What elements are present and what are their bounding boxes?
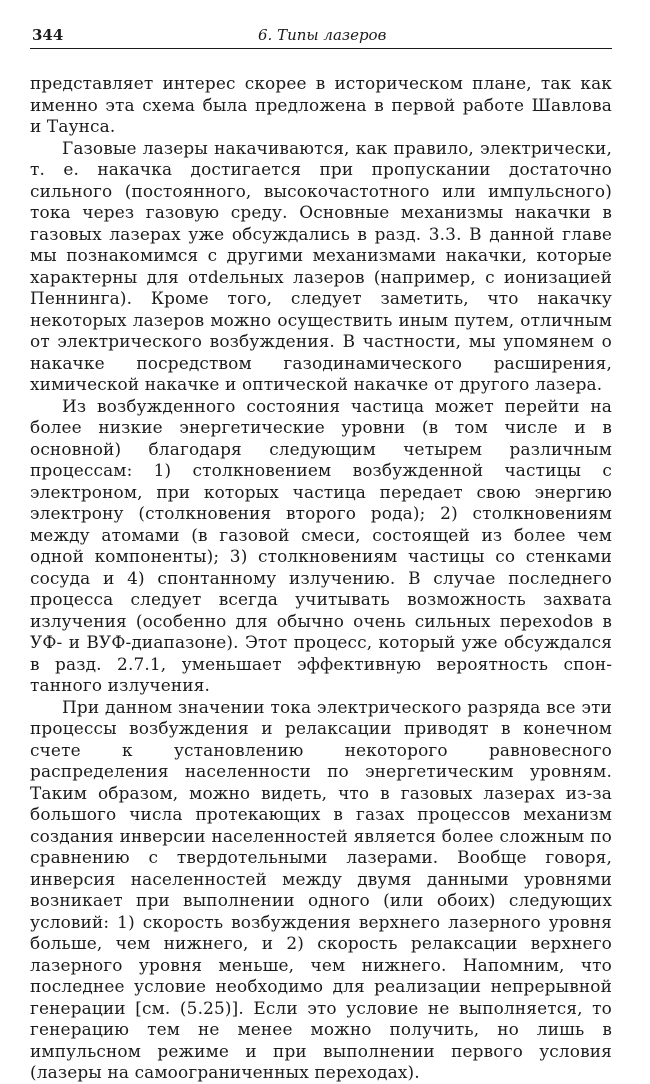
body-text (30, 73, 612, 1084)
paragraph-population-inversion: При данном значении тока электрического разряда все эти процессы возбуждения и релаксации приводят в конечном счете к установлению некоторого равновесного распределения населенности по энергетическим уровням. Таким образом, можно видеть, что в газовых лазерах из-за большого числа протекающих в газах процессов механизм создания инверсии населенностей является более сложным по сравнению с твердотельными лазерами. Вообще говоря, инверсия населенностей между двумя данными уровнями возникает при выполнении одного (или обоих) следующих условий: 1) скорость возбуждения верхнего лазерного уровня больше, чем нижнего, и 2) скорость релаксации верхнего лазерного уровня меньше, чем нижнего. Напомним, что последнее условие необходимо для реализации непрерывной генерации [см. (5.25)]. Если это условие не выполняется, то генерацию тем не менее можно получить, но лишь в импульсном режиме и при выполнении первого условия (лазеры на самоограниченных переходах). (30, 696, 612, 1082)
chapter-title: 6. Типы лазеров (258, 26, 387, 44)
running-head (30, 22, 612, 49)
paragraph-gas-laser-pumping: Газовые лазеры накачиваются, как правило, электрически, т. е. накачка достигается при пропускании достаточно сильного (постоянного, высокочастотного или импульсного) тока через газовую среду. Основные механизмы накачки в газовых лазерах уже обсуждались в разд. 3.3. В данной главе мы познакомимся с другими механизмами накачки, которые характерны для отdельных лазеров (например, с ионизацией Пеннинга). Кроме того, следует заметить, что накачку некоторых лазеров можно осуществить иным путем, отличным от электрического возбуждения. В частности, мы упомянем о накачке посредством газодинамического расширения, химической накачке и оптической накачке от другого лазера. (30, 137, 612, 394)
page-number: 344 (32, 26, 64, 44)
paragraph-relaxation-processes: Из возбужденного состояния частица может перейти на более низкие энергетические уровни (в том числе и в основной) благодаря следующим четырем различным процессам: 1) столкновением возбужденной частицы с электроном, при которых частица передает свою энергию электрону (столкновения второго рода); 2) столкновениям между атомами (в газовой смеси, состоящей из более чем одной компоненты); 3) столкновениям частицы со стенками сосуда и 4) спонтанному излучению. В случае последнего процесса следует всегда учитывать возможность захвата излучения (особенно для обычно очень сильных перехоdов в УФ- и ВУФ-диапазоне). Этот процесс, который уже обсуждался в разд. 2.7.1, уменьшает эффективную вероятность спонтанного излучения. (30, 395, 612, 695)
book-page (30, 22, 612, 1084)
paragraph-continuation: представляет интерес скорее в историческом плане, так как именно эта схема была предложена в первой работе Шавлова и Таунса. (30, 73, 612, 136)
